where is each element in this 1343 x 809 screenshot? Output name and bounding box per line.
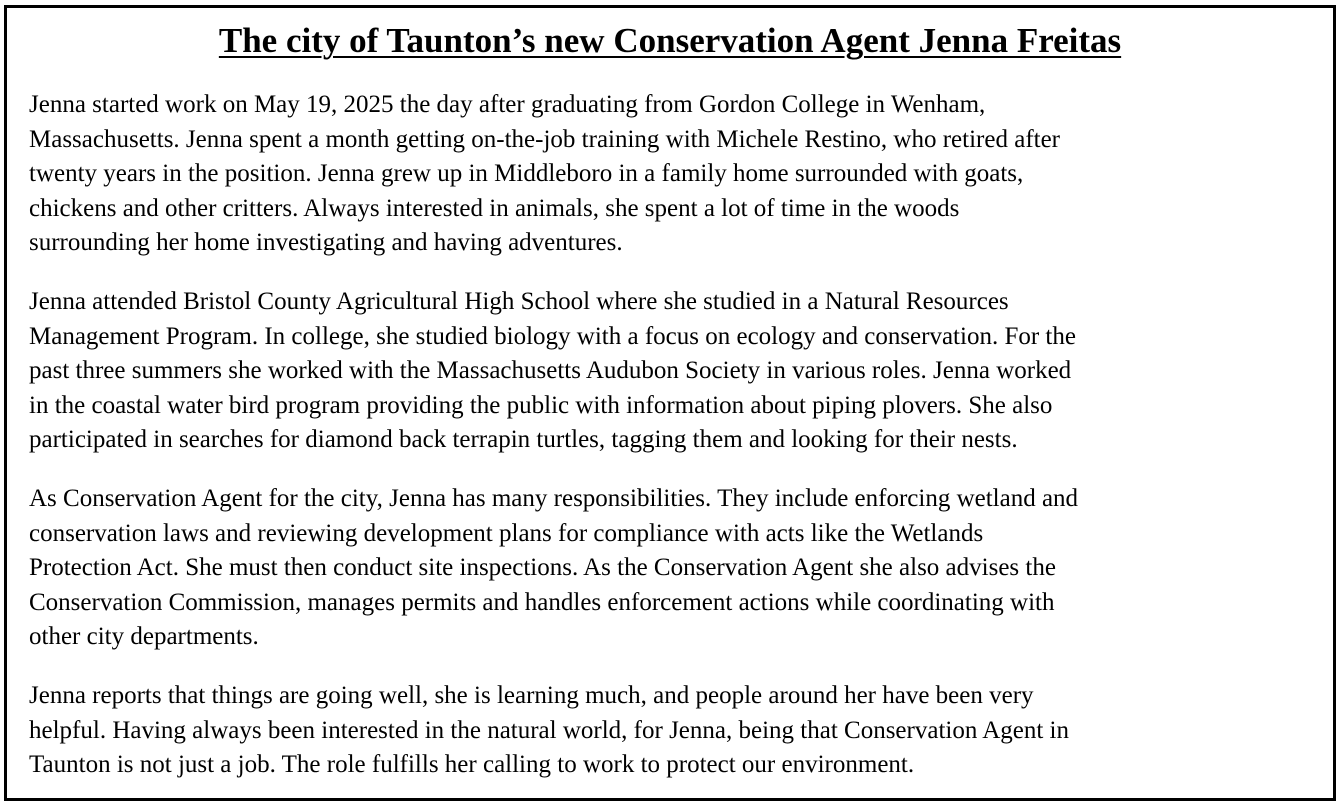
article-frame [4, 5, 1336, 801]
article-paragraph-2: Jenna attended Bristol County Agricultural High School where she studied in a Natural Resources Management Program. In college, she studied biology with a focus on ecology and conservation. For the past three summers she worked with the Massachusetts Audubon Society in various roles. Jenna worked in the coastal water bird program providing the public with information about piping plovers. She also participated in searches for diamond back terrapin turtles, tagging them and looking for their nests. [29, 288, 1076, 453]
article-title: The city of Taunton’s new Conservation Agent Jenna Freitas [218, 21, 1122, 60]
article-paragraph-4: Jenna reports that things are going well, she is learning much, and people around her have been very helpful. Having always been interested in the natural world, for Jenna, being that Conservation Agent in Taunton is not just a job. The role fulfills her calling to work to protect our environment. [29, 682, 1070, 778]
article-paragraph-3: As Conservation Agent for the city, Jenna has many responsibilities. They include enforcing wetland and conservation laws and reviewing development plans for compliance with acts like the Wetlands Protection Act. She must then conduct site inspections. As the Conservation Agent she also advises the Conservation Commission, manages permits and handles enforcement actions while coordinating with other city departments. [29, 485, 1079, 650]
article-paragraph-1: Jenna started work on May 19, 2025 the day after graduating from Gordon College in Wenham, Massachusetts. Jenna spent a month getting on-the-job training with Michele Restino, who retired after twenty years in the position. Jenna grew up in Middleboro in a family home surrounded with goats, chickens and other critters. Always interested in animals, she spent a lot of time in the woods surrounding her home investigating and having adventures. [29, 91, 1061, 256]
